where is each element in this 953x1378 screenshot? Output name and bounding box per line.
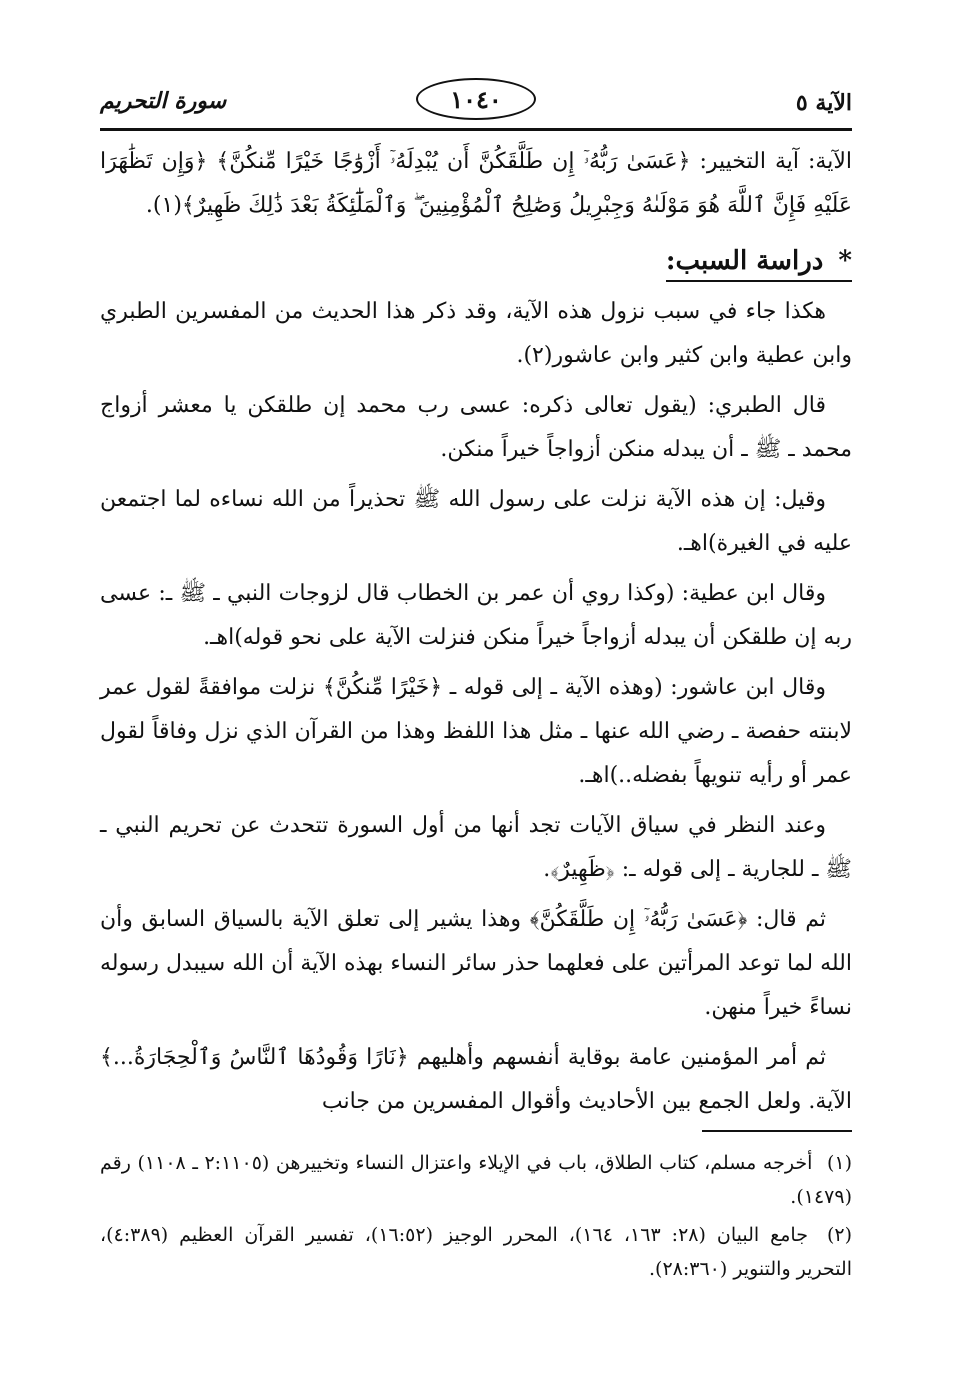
section-heading-text: دراسة السبب: [665,246,824,276]
page-header [100,78,852,126]
paragraph: وقال ابن عاشور: (وهذه الآية ـ إلى قوله ـ ﴿خَيْرًا مِّنكُنَّ﴾ نزلت موافقةً لقول عمر لابنته حفصة ـ رضي الله عنها ـ مثل هذا اللفظ وهذا من القرآن الذي نزل وفاقاً لقول عمر أو رأيه تنويهاً بفضله..)اهـ. [100,675,852,788]
paragraph: ثم قال: ﴿عَسَىٰ رَبُّهُۥٓ إِن طَلَّقَكُنَّ﴾ وهذا يشير إلى تعلق الآية بالسياق السابق وأن الله لما توعد المرأتين على فعلهما حذر سائر النساء بهذه الآية أن الله سيبدل رسوله نساءً خيراً منهن. [100,907,852,1020]
paragraph: هكذا جاء في سبب نزول هذه الآية، وقد ذكر هذا الحديث من المفسرين الطبري وابن عطية وابن كثير وابن عاشور(٢). [100,299,852,368]
paragraph: قال الطبري: (يقول تعالى ذكره: عسى رب محمد إن طلقكن يا معشر أزواج محمد ـ ﷺ ـ أن يبدله منكن أزواجاً خيراً منكن. [100,393,852,462]
section-heading [666,246,852,282]
footnote [100,1146,852,1214]
surah-name: سورة التحريم [100,88,227,114]
intro-paragraph: الآية: آية التخيير: ﴿عَسَىٰ رَبُّهُۥٓ إِن طَلَّقَكُنَّ أَن يُبْدِلَهُۥٓ أَزْوَٰجًا خَيْرًا مِّنكُنَّ﴾ ﴿وَإِن تَظَٰهَرَا عَلَيْهِ فَإِنَّ ٱللَّهَ هُوَ مَوْلَىٰهُ وَجِبْرِيلُ وَصَٰلِحُ ٱلْمُؤْمِنِينَ ۖ وَٱلْمَلَٰٓئِكَةُ بَعْدَ ذَٰلِكَ ظَهِيرٌ﴾(١). [100,149,852,218]
header-divider [100,128,852,131]
paragraph: وعند النظر في سياق الآيات تجد أنها من أول السورة تتحدث عن تحريم النبي ـ ﷺ ـ للجارية ـ إلى قوله ـ: ﴿ظَهِيرٌ﴾. [100,813,852,882]
verse-label: الآية ٥ [795,90,852,116]
paragraph: ثم أمر المؤمنين عامة بوقاية أنفسهم وأهليهم ﴿نَارًا وَقُودُهَا ٱلنَّاسُ وَٱلْحِجَارَةُ...﴾ الآية. ولعل الجمع بين الأحاديث وأقوال المفسرين من جانب [100,1045,852,1114]
paragraph: وقيل: إن هذه الآية نزلت على رسول الله ﷺ تحذيراً من الله نساءه لما اجتمعن عليه في الغيرة)اهـ. [100,487,852,556]
footnote-divider [702,1130,852,1132]
footnote-number: (١) [826,1152,853,1174]
main-content [100,140,852,1124]
page-number-oval [416,78,536,120]
footnote-text: جامع البيان (٢٨: ١٦٣، ١٦٤)، المحرر الوجيز (١٦:٥٢)، تفسير القرآن العظيم (٤:٣٨٩)، التحرير والتنوير (٢٨:٣٦٠). [100,1224,852,1280]
footnotes [100,1146,852,1290]
paragraph: وقال ابن عطية: (وكذا روي أن عمر بن الخطاب قال لزوجات النبي ـ ﷺ ـ: عسى ربه إن طلقكن أن يبدله أزواجاً خيراً منكن فنزلت الآية على نحو قوله)اهـ. [100,581,852,650]
page-number: ١٠٤٠ [450,84,502,114]
footnote-text: أخرجه مسلم، كتاب الطلاق، باب في الإيلاء واعتزال النساء وتخييرهن (٢:١١٠٥ ـ ١١٠٨) رقم (١٤٧٩). [100,1152,852,1208]
footnote [100,1218,852,1286]
star-icon: * [838,246,852,276]
footnote-number: (٢) [826,1224,853,1246]
